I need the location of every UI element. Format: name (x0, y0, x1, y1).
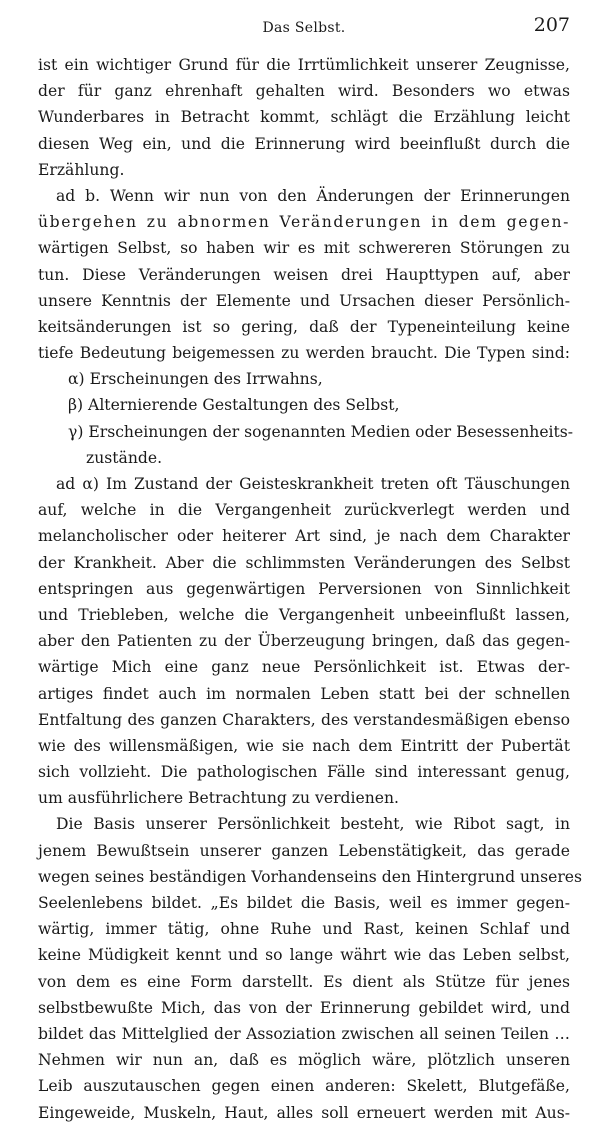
list-item: β) Alternierende Gestaltungen des Selbst, (68, 396, 400, 415)
text-line: übergehen zu abnormen Veränderungen in dem gegen- (38, 213, 570, 232)
text-line: Wunderbares in Betracht kommt, schlägt die Erzählung leicht (38, 108, 570, 127)
text-line: wegen seines beständigen Vorhandenseins den Hintergrund unseres (38, 867, 583, 886)
text-line: artiges findet auch im normalen Leben statt bei der schnellen (38, 684, 570, 703)
list-item: γ) Erscheinungen der sogenannten Medien oder Besessenheits- (68, 422, 574, 441)
text-line: ad b. Wenn wir nun von den Änderungen der Erinnerungen (56, 186, 570, 205)
text-line: auf, welche in die Vergangenheit zurückverlegt werden und (38, 501, 570, 520)
text-line: diesen Weg ein, und die Erinnerung wird beeinflußt durch die (38, 134, 570, 153)
text-line: Nehmen wir nun an, daß es möglich wäre, plötzlich unseren (38, 1051, 570, 1070)
text-line: Eingeweide, Muskeln, Haut, alles soll erneuert werden mit Aus- (38, 1103, 570, 1122)
text-line: ad α) Im Zustand der Geisteskrankheit treten oft Täuschungen (56, 475, 570, 493)
text-line: um ausführlichere Betrachtung zu verdienen. (38, 789, 400, 808)
text-line: keitsänderungen ist so gering, daß der Typeneinteilung keine (38, 317, 570, 336)
text-line: Leib auszutauschen gegen einen anderen: Skelett, Blutgefäße, (38, 1077, 570, 1096)
text-line: entspringen aus gegenwärtigen Perversionen von Sinnlichkeit (38, 579, 570, 598)
text-line: selbstbewußte Mich, das von der Erinnerung gebildet wird, und (38, 998, 570, 1017)
page-number: 207 (533, 14, 570, 36)
text-line: Erzählung. (38, 160, 125, 179)
text-line: keine Müdigkeit kennt und so lange währt wie das Leben selbst, (38, 946, 570, 965)
text-line: bildet das Mittelglied der Assoziation zwischen all seinen Teilen … (38, 1024, 570, 1043)
text-line: Die Basis unserer Persönlichkeit besteht, wie Ribot sagt, in (56, 815, 570, 834)
text-line: der für ganz ehrenhaft gehalten wird. Besonders wo etwas (38, 82, 570, 101)
list-item: zustände. (86, 448, 163, 467)
text-line: wärtig, immer tätig, ohne Ruhe und Rast, keinen Schlaf und (38, 920, 570, 939)
page-header (38, 14, 570, 52)
text-line: von dem es eine Form darstellt. Es dient als Stütze für jenes (38, 972, 570, 991)
text-line: Seelenlebens bildet. „Es bildet die Basis, weil es immer gegen- (38, 894, 570, 912)
text-line: sich vollzieht. Die pathologischen Fälle sind interessant genug, (38, 763, 570, 782)
text-line: und Triebleben, welche die Vergangenheit unbeeinflußt lassen, (38, 605, 570, 624)
running-head: Das Selbst. (262, 20, 346, 36)
text-line: melancholischer oder heiterer Art sind, je nach dem Charakter (38, 527, 570, 546)
text-line: wärtigen Selbst, so haben wir es mit schwereren Störungen zu (38, 239, 570, 258)
text-line: unsere Kenntnis der Elemente und Ursachen dieser Persönlich- (38, 291, 570, 310)
list-item: α) Erscheinungen des Irrwahns, (68, 370, 323, 389)
text-line: wärtige Mich eine ganz neue Persönlichkeit ist. Etwas der- (38, 658, 570, 677)
text-line: Entfaltung des ganzen Charakters, des verstandesmäßigen ebenso (38, 710, 570, 729)
text-line: der Krankheit. Aber die schlimmsten Veränderungen des Selbst (38, 553, 570, 572)
text-line: tun. Diese Veränderungen weisen drei Haupttypen auf, aber (38, 265, 570, 284)
text-line: aber den Patienten zu der Überzeugung bringen, daß das gegen- (38, 632, 570, 651)
text-line: wie des willensmäßigen, wie sie nach dem Eintritt der Pubertät (38, 736, 570, 755)
text-line: jenem Bewußtsein unserer ganzen Lebenstätigkeit, das gerade (38, 841, 570, 860)
text-line: tiefe Bedeutung beigemessen zu werden braucht. Die Typen sind: (38, 344, 570, 363)
text-line: ist ein wichtiger Grund für die Irrtümlichkeit unserer Zeugnisse, (38, 56, 570, 74)
